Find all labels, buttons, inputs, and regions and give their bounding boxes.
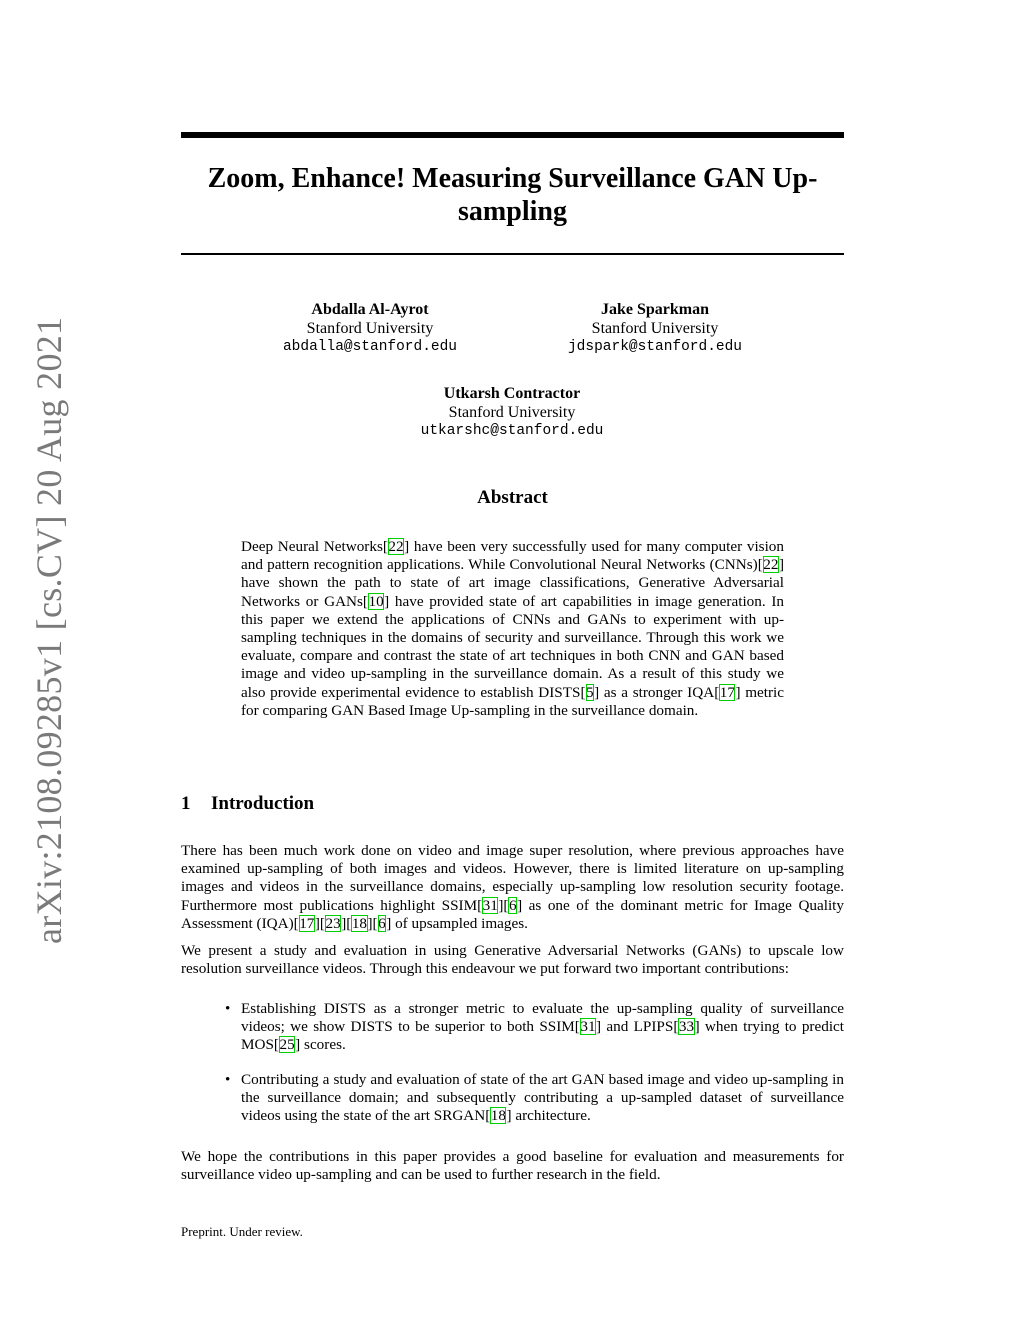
section-number: 1	[181, 793, 191, 814]
bullet-icon: •	[225, 1070, 231, 1088]
abstract-text: have been very successfully used for many computer vision and pattern recognition applications. While Convolutional Neural Networks (CNNs)	[241, 538, 784, 574]
citation-link[interactable]: 17	[719, 683, 735, 701]
paper-title: Zoom, Enhance! Measuring Surveillance GAN Up-sampling	[207, 163, 818, 227]
abstract-text: metric for comparing GAN Based Image Up-sampling in the surveillance domain.	[241, 683, 784, 719]
paragraph-text: There has been much work done on video and image super resolution, where previous approaches have examined up-sampling of both images and videos. However, there is limited literature on up-sampling images and videos in the surveillance domains, especially up-sampling low resolution security footage. Furthermore most publications highlight SSIM	[181, 842, 844, 914]
paragraph-text: of upsampled images.	[391, 914, 528, 932]
author-name: Jake Sparkman	[600, 301, 710, 318]
list-item-text: architecture.	[511, 1107, 591, 1125]
author-block-2	[535, 301, 775, 357]
citation-link[interactable]: 33	[678, 1018, 695, 1036]
arxiv-stamp: arXiv:2108.09285v1 [cs.CV] 20 Aug 2021	[29, 316, 69, 944]
citation-link[interactable]: 31	[482, 896, 498, 914]
list-item-text: Establishing DISTS as a stronger metric to evaluate the up-sampling quality of surveillance videos; we show DISTS to be superior to both SSIM	[241, 1000, 844, 1036]
intro-paragraph-3: We hope the contributions in this paper provides a good baseline for evaluation and measurements for surveillance video up-sampling and can be used to further research in the field.	[181, 1148, 844, 1184]
bullet-icon: •	[225, 1000, 231, 1017]
citation-link[interactable]: 18	[490, 1107, 506, 1125]
list-item-text: when trying to predict MOS	[241, 1018, 844, 1054]
citation-link[interactable]: 18	[351, 914, 367, 932]
contribution-list	[181, 1000, 844, 1141]
citation-link[interactable]: 6	[508, 896, 517, 914]
section-heading-introduction	[181, 793, 314, 815]
footer-note: Preprint. Under review.	[181, 1224, 303, 1239]
author-name: Abdalla Al-Ayrot	[311, 301, 429, 318]
abstract-text: have shown the path to state of art image classifications, Generative Adversarial Networks or GANs	[241, 574, 784, 610]
author-affiliation: Stanford University	[448, 403, 576, 421]
citation-link[interactable]: 5	[586, 683, 594, 701]
citation-link[interactable]: 6	[378, 914, 386, 932]
title-bottom-rule	[181, 253, 844, 255]
author-name: Utkarsh Contractor	[443, 385, 581, 402]
author-email: abdalla@stanford.edu	[282, 339, 458, 355]
abstract-heading: Abstract	[477, 487, 548, 508]
citation-link[interactable]: 31	[580, 1018, 596, 1036]
section-title: Introduction	[211, 793, 315, 814]
citation-link[interactable]: 22	[388, 538, 404, 555]
author-affiliation: Stanford University	[306, 319, 434, 337]
citation-link[interactable]: 17	[299, 914, 315, 932]
list-item: • Contributing a study and evaluation of state of the art GAN based image and video up-sampling in the surveillance domain; and subsequently contributing a up-sampled dataset of surveillance videos using the state of the art SRGAN[18] architecture.	[225, 1070, 844, 1125]
paragraph-text: as one of the dominant metric for Image Quality Assessment (IQA)	[181, 896, 844, 932]
citation-link[interactable]: 23	[325, 914, 341, 932]
author-email: jdspark@stanford.edu	[567, 339, 743, 355]
abstract-text: have provided state of art capabilities in image generation. In this paper we extend the applications of CNNs and GANs to experiment with up-sampling techniques in the domains of security and surveillance. Through this work we evaluate, compare and contrast the state of art techniques in both CNN and GAN based image and video up-sampling in the surveillance domain. As a result of this study we also provide experimental evidence to establish DISTS	[241, 592, 784, 701]
citation-link[interactable]: 10	[368, 592, 384, 610]
list-item-text: scores.	[300, 1036, 346, 1054]
intro-paragraph-2: We present a study and evaluation in using Generative Adversarial Networks (GANs) to upscale low resolution surveillance videos. Through this endeavour we put forward two important contributions:	[181, 942, 844, 978]
title-top-rule	[181, 132, 844, 138]
author-block-1	[250, 301, 490, 357]
author-affiliation: Stanford University	[591, 319, 719, 337]
author-block-3	[392, 385, 632, 441]
citation-link[interactable]: 25	[279, 1036, 295, 1054]
list-item: • Establishing DISTS as a stronger metric to evaluate the up-sampling quality of surveillance videos; we show DISTS to be superior to both SSIM[31] and LPIPS[33] when trying to predict MOS[25] scores.	[225, 1000, 844, 1054]
list-item-text: and LPIPS	[601, 1018, 674, 1036]
intro-paragraph-1: There has been much work done on video and image super resolution, where previous approaches have examined up-sampling of both images and videos. However, there is limited literature on up-sampling images and videos in the surveillance domains, especially up-sampling low resolution security footage. Furthermore most publications highlight SSIM[31][6] as one of the dominant metric for Image Quality Assessment (IQA)[17][23][18][6] of upsampled images.	[181, 842, 844, 932]
abstract-text: as a stronger IQA	[599, 683, 715, 701]
list-item-text: Contributing a study and evaluation of state of the art GAN based image and video up-sampling in the surveillance domain; and subsequently contributing a up-sampled dataset of surveillance videos using the state of the art SRGAN	[241, 1070, 844, 1125]
abstract-text: Deep Neural Networks	[241, 538, 383, 555]
abstract-body: Deep Neural Networks[22] have been very successfully used for many computer vision and pattern recognition applications. While Convolutional Neural Networks (CNNs)[22] have shown the path to state of art image classifications, Generative Adversarial Networks or GANs[10] have provided state of art capabilities in image generation. In this paper we extend the applications of CNNs and GANs to experiment with up-sampling techniques in the domains of security and surveillance. Through this work we evaluate, compare and contrast the state of art techniques in both CNN and GAN based image and video up-sampling in the surveillance domain. As a result of this study we also provide experimental evidence to establish DISTS[5] as a stronger IQA[17] metric for comparing GAN Based Image Up-sampling in the surveillance domain.	[241, 538, 784, 719]
citation-link[interactable]: 22	[763, 556, 779, 574]
author-email: utkarshc@stanford.edu	[420, 423, 604, 439]
